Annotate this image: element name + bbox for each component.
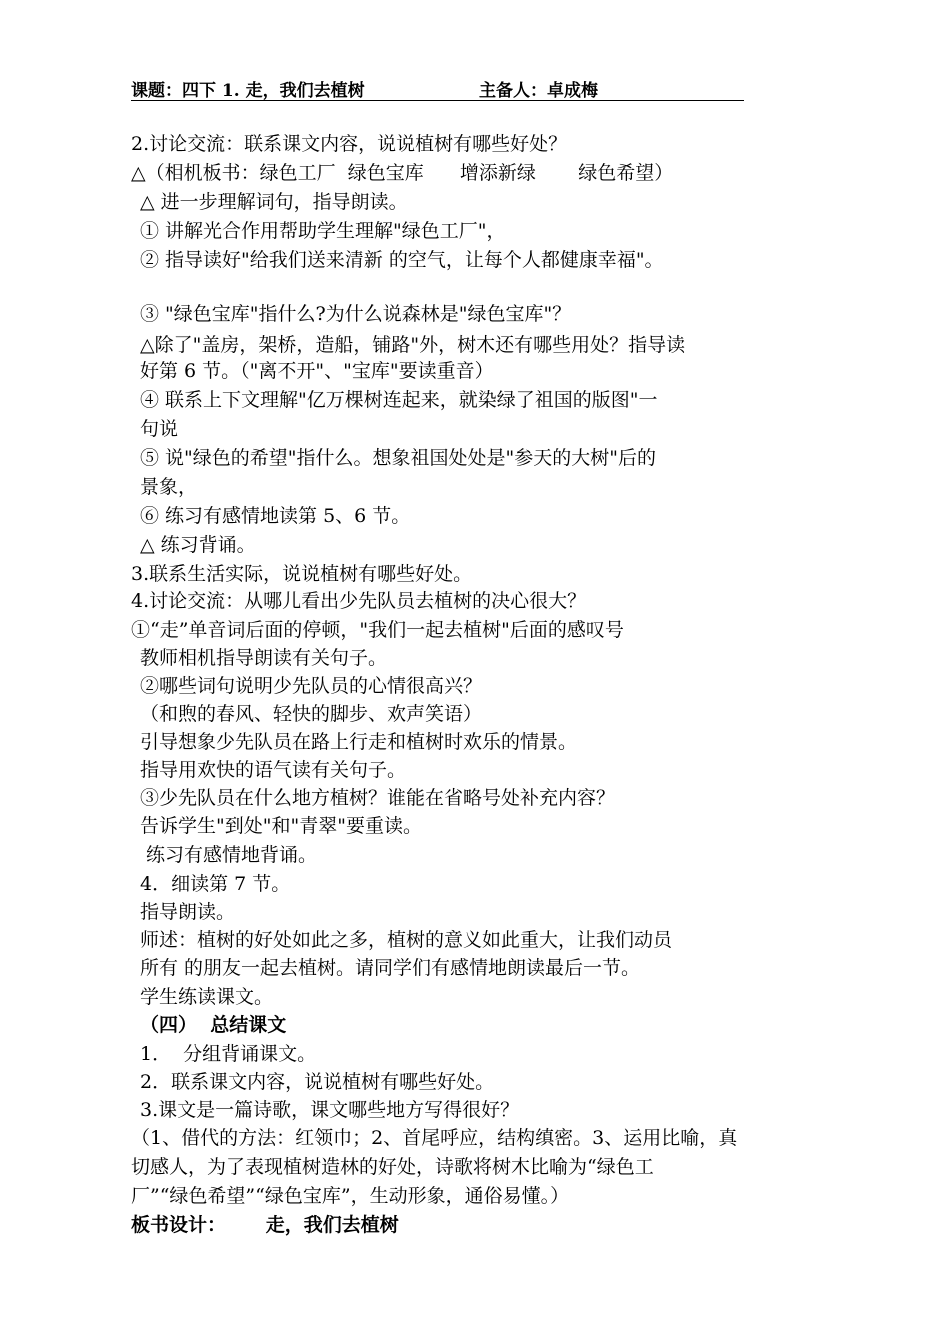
text-line: 2.讨论交流：联系课文内容，说说植树有哪些好处？ — [131, 133, 568, 155]
text-line: ⑤ 说"绿色的希望"指什么。想象祖国处处是"参天的大树"后的 — [140, 447, 656, 469]
text-line: ② 指导读好"给我们送来清新 的空气，让每个人都健康幸福"。 — [140, 249, 664, 271]
text-line: ③ "绿色宝库"指什么?为什么说森林是"绿色宝库"？ — [140, 303, 572, 325]
text-line: （和煦的春风、轻快的脚步、欢声笑语） — [140, 703, 483, 725]
text-line: 学生练读课文。 — [140, 986, 274, 1008]
text-line: △ 练习背诵。 — [140, 534, 256, 556]
text-line: 3.课文是一篇诗歌，课文哪些地方写得很好？ — [140, 1099, 520, 1121]
text-line: 好第 6 节。（"离不开"、"宝库"要读重音） — [140, 360, 494, 382]
text-line: △ 进一步理解词句，指导朗读。 — [140, 191, 408, 213]
text-line: ②哪些词句说明少先队员的心情很高兴？ — [140, 675, 483, 697]
section-heading: （四） 总结课文 — [140, 1014, 287, 1036]
text-line: 4．细读第 7 节。 — [140, 873, 291, 895]
text-line: △（相机板书：绿色工厂 绿色宝库 增添新绿 绿色希望） — [131, 162, 674, 184]
board-design-line: 板书设计： 走，我们去植树 — [131, 1214, 399, 1236]
text-line: ①“走”单音词后面的停顿，"我们一起去植树"后面的感叹号 — [131, 619, 624, 641]
text-line: 指导用欢快的语气读有关句子。 — [140, 759, 407, 781]
text-line: 1． 分组背诵课文。 — [140, 1043, 317, 1065]
text-line: 3.联系生活实际，说说植树有哪些好处。 — [131, 563, 473, 585]
lesson-author: 主备人：卓成梅 — [479, 81, 598, 101]
text-line: ③少先队员在什么地方植树？谁能在省略号处补充内容？ — [140, 787, 616, 809]
text-line: 景象， — [140, 476, 198, 498]
text-line: 2．联系课文内容，说说植树有哪些好处。 — [140, 1071, 495, 1093]
text-line: 师述：植树的好处如此之多，植树的意义如此重大，让我们动员 — [140, 929, 673, 951]
page-header — [131, 76, 744, 101]
text-line: 教师相机指导朗读有关句子。 — [140, 647, 388, 669]
lesson-title: 课题：四下 1. 走，我们去植树 — [131, 81, 365, 101]
text-line: 厂”“绿色希望”“绿色宝库”，生动形象，通俗易懂。） — [131, 1185, 570, 1207]
text-line: （1、借代的方法：红领巾；2、首尾呼应，结构缜密。3、运用比喻，真 — [131, 1127, 738, 1149]
text-line: 4.讨论交流：从哪儿看出少先队员去植树的决心很大？ — [131, 590, 587, 612]
text-line: 练习有感情地背诵。 — [140, 844, 318, 866]
text-line: 指导朗读。 — [140, 901, 236, 923]
text-line: ④ 联系上下文理解"亿万棵树连起来，就染绿了祖国的版图"一 — [140, 389, 658, 411]
text-line: △除了"盖房，架桥，造船，铺路"外，树木还有哪些用处？指导读 — [140, 334, 686, 356]
text-line: 引导想象少先队员在路上行走和植树时欢乐的情景。 — [140, 731, 578, 753]
text-line: 句说 — [140, 418, 179, 440]
text-line: ① 讲解光合作用帮助学生理解"绿色工厂"， — [140, 220, 506, 242]
text-line: 所有 的朋友一起去植树。请同学们有感情地朗读最后一节。 — [140, 957, 641, 979]
text-line: 切感人，为了表现植树造林的好处，诗歌将树木比喻为“绿色工 — [131, 1156, 654, 1178]
text-line: ⑥ 练习有感情地读第 5、6 节。 — [140, 505, 411, 527]
text-line: 告诉学生"到处"和"青翠"要重读。 — [140, 815, 422, 837]
